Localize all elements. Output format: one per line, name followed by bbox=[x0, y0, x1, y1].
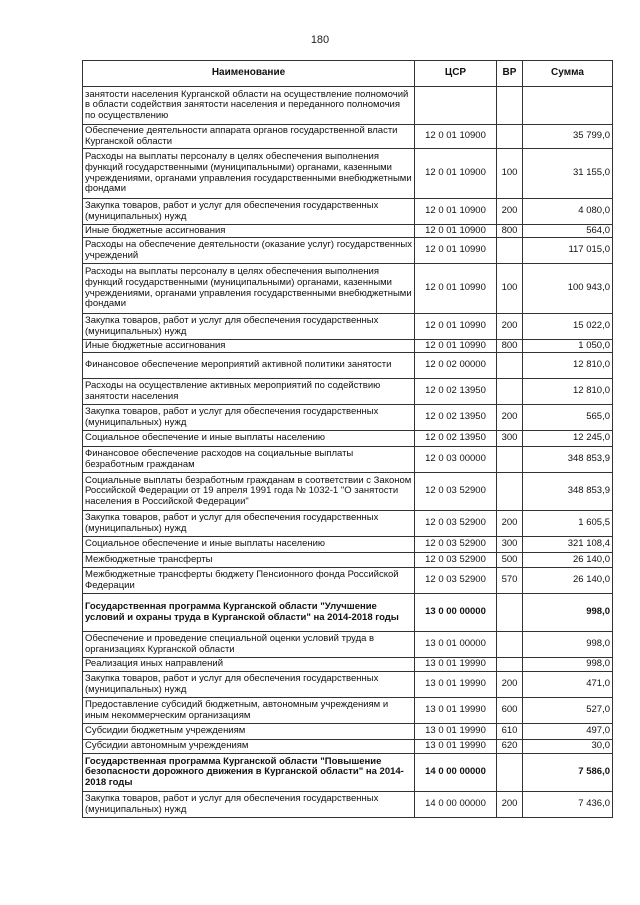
row-name-cell: Социальное обеспечение и иные выплаты населению bbox=[83, 537, 415, 553]
row-sum-cell: 321 108,4 bbox=[523, 537, 613, 553]
table-row bbox=[83, 405, 613, 431]
row-name-cell: Государственная программа Курганской области "Повышение безопасности дорожного движения в Курганской области" на 2014-2018 годы bbox=[83, 754, 415, 792]
row-vr-cell bbox=[497, 379, 523, 405]
row-sum-cell: 12 810,0 bbox=[523, 353, 613, 379]
table-row bbox=[83, 740, 613, 754]
row-sum-cell: 15 022,0 bbox=[523, 314, 613, 340]
row-vr-cell bbox=[497, 353, 523, 379]
row-name-cell: Реализация иных направлений bbox=[83, 658, 415, 672]
row-name-cell: Межбюджетные трансферты bbox=[83, 553, 415, 568]
table-row bbox=[83, 698, 613, 724]
row-sum-cell: 100 943,0 bbox=[523, 264, 613, 314]
row-vr-cell bbox=[497, 594, 523, 632]
row-csr-cell: 12 0 03 00000 bbox=[415, 447, 497, 473]
row-csr-cell: 13 0 00 00000 bbox=[415, 594, 497, 632]
row-sum-cell bbox=[523, 87, 613, 125]
row-sum-cell: 348 853,9 bbox=[523, 473, 613, 511]
row-vr-cell: 300 bbox=[497, 431, 523, 447]
row-name-cell: Субсидии бюджетным учреждениям bbox=[83, 724, 415, 740]
table-row bbox=[83, 473, 613, 511]
row-vr-cell: 600 bbox=[497, 698, 523, 724]
row-name-cell: Закупка товаров, работ и услуг для обеспечения государственных (муниципальных) нужд bbox=[83, 792, 415, 818]
row-csr-cell: 12 0 03 52900 bbox=[415, 511, 497, 537]
table-row bbox=[83, 199, 613, 225]
header-name: Наименование bbox=[83, 61, 415, 87]
row-sum-cell: 527,0 bbox=[523, 698, 613, 724]
table-row bbox=[83, 314, 613, 340]
row-sum-cell: 12 245,0 bbox=[523, 431, 613, 447]
row-sum-cell: 7 436,0 bbox=[523, 792, 613, 818]
row-vr-cell: 200 bbox=[497, 672, 523, 698]
table-row bbox=[83, 264, 613, 314]
row-name-cell: занятости населения Курганской области на осуществление полномочий в области содействия занятости населения и переданного полномочия по осуществлению bbox=[83, 87, 415, 125]
row-vr-cell: 200 bbox=[497, 792, 523, 818]
row-name-cell: Иные бюджетные ассигнования bbox=[83, 225, 415, 238]
table-header-row bbox=[83, 61, 613, 87]
row-csr-cell: 12 0 02 13950 bbox=[415, 431, 497, 447]
row-name-cell: Расходы на выплаты персоналу в целях обеспечения выполнения функций государственными (муниципальными) органами, казенными учреждениями, органами управления государственными внебюджетными фондами bbox=[83, 264, 415, 314]
row-csr-cell: 13 0 01 19990 bbox=[415, 698, 497, 724]
table-row bbox=[83, 537, 613, 553]
row-sum-cell: 12 810,0 bbox=[523, 379, 613, 405]
header-vr: ВР bbox=[497, 61, 523, 87]
row-vr-cell bbox=[497, 473, 523, 511]
row-vr-cell bbox=[497, 125, 523, 149]
row-name-cell: Закупка товаров, работ и услуг для обеспечения государственных (муниципальных) нужд bbox=[83, 511, 415, 537]
row-name-cell: Субсидии автономным учреждениям bbox=[83, 740, 415, 754]
row-csr-cell: 13 0 01 00000 bbox=[415, 632, 497, 658]
row-csr-cell: 12 0 01 10990 bbox=[415, 238, 497, 264]
table-row bbox=[83, 511, 613, 537]
table-row bbox=[83, 594, 613, 632]
row-sum-cell: 7 586,0 bbox=[523, 754, 613, 792]
table-row bbox=[83, 353, 613, 379]
row-vr-cell: 800 bbox=[497, 225, 523, 238]
row-name-cell: Предоставление субсидий бюджетным, автономным учреждениям и иным некоммерческим организациям bbox=[83, 698, 415, 724]
table-row bbox=[83, 632, 613, 658]
row-vr-cell: 100 bbox=[497, 149, 523, 199]
row-vr-cell: 200 bbox=[497, 199, 523, 225]
row-csr-cell: 14 0 00 00000 bbox=[415, 754, 497, 792]
row-vr-cell: 300 bbox=[497, 537, 523, 553]
table-row bbox=[83, 724, 613, 740]
row-name-cell: Расходы на выплаты персоналу в целях обеспечения выполнения функций государственными (муниципальными) органами, казенными учреждениями, органами управления государственными внебюджетными фондами bbox=[83, 149, 415, 199]
row-sum-cell: 497,0 bbox=[523, 724, 613, 740]
row-vr-cell: 800 bbox=[497, 340, 523, 353]
budget-table bbox=[82, 60, 613, 818]
row-csr-cell: 12 0 02 00000 bbox=[415, 353, 497, 379]
row-name-cell: Расходы на обеспечение деятельности (оказание услуг) государственных учреждений bbox=[83, 238, 415, 264]
row-csr-cell: 12 0 03 52900 bbox=[415, 553, 497, 568]
row-sum-cell: 1 605,5 bbox=[523, 511, 613, 537]
row-name-cell: Обеспечение и проведение специальной оценки условий труда в организациях Курганской области bbox=[83, 632, 415, 658]
row-csr-cell: 12 0 03 52900 bbox=[415, 473, 497, 511]
row-vr-cell bbox=[497, 87, 523, 125]
row-name-cell: Закупка товаров, работ и услуг для обеспечения государственных (муниципальных) нужд bbox=[83, 199, 415, 225]
page-number: 180 bbox=[310, 34, 330, 46]
row-csr-cell: 12 0 01 10900 bbox=[415, 125, 497, 149]
row-csr-cell: 14 0 00 00000 bbox=[415, 792, 497, 818]
row-sum-cell: 117 015,0 bbox=[523, 238, 613, 264]
row-csr-cell: 12 0 01 10900 bbox=[415, 225, 497, 238]
row-vr-cell: 570 bbox=[497, 568, 523, 594]
row-vr-cell bbox=[497, 632, 523, 658]
row-name-cell: Обеспечение деятельности аппарата органов государственной власти Курганской области bbox=[83, 125, 415, 149]
table-row bbox=[83, 87, 613, 125]
row-name-cell: Финансовое обеспечение мероприятий активной политики занятости bbox=[83, 353, 415, 379]
row-name-cell: Государственная программа Курганской области "Улучшение условий и охраны труда в Курганской области" на 2014-2018 годы bbox=[83, 594, 415, 632]
table-row bbox=[83, 379, 613, 405]
row-name-cell: Финансовое обеспечение расходов на социальные выплаты безработным гражданам bbox=[83, 447, 415, 473]
table-row bbox=[83, 792, 613, 818]
row-csr-cell: 12 0 03 52900 bbox=[415, 537, 497, 553]
row-name-cell: Закупка товаров, работ и услуг для обеспечения государственных (муниципальных) нужд bbox=[83, 314, 415, 340]
row-name-cell: Социальные выплаты безработным гражданам в соответствии с Законом Российской Федерации от 19 апреля 1991 года № 1032-1 "О занятости населения в Российской Федерации" bbox=[83, 473, 415, 511]
row-name-cell: Межбюджетные трансферты бюджету Пенсионного фонда Российской Федерации bbox=[83, 568, 415, 594]
row-csr-cell: 12 0 01 10990 bbox=[415, 340, 497, 353]
table-row bbox=[83, 672, 613, 698]
table-row bbox=[83, 553, 613, 568]
header-sum: Сумма bbox=[523, 61, 613, 87]
row-vr-cell bbox=[497, 754, 523, 792]
table-row bbox=[83, 447, 613, 473]
row-csr-cell bbox=[415, 87, 497, 125]
row-vr-cell: 500 bbox=[497, 553, 523, 568]
row-name-cell: Иные бюджетные ассигнования bbox=[83, 340, 415, 353]
table-row bbox=[83, 238, 613, 264]
row-sum-cell: 26 140,0 bbox=[523, 568, 613, 594]
row-csr-cell: 12 0 01 10900 bbox=[415, 199, 497, 225]
row-csr-cell: 13 0 01 19990 bbox=[415, 658, 497, 672]
row-vr-cell: 620 bbox=[497, 740, 523, 754]
table-row bbox=[83, 225, 613, 238]
row-csr-cell: 13 0 01 19990 bbox=[415, 740, 497, 754]
row-sum-cell: 564,0 bbox=[523, 225, 613, 238]
table-row bbox=[83, 568, 613, 594]
row-vr-cell bbox=[497, 658, 523, 672]
row-csr-cell: 13 0 01 19990 bbox=[415, 724, 497, 740]
row-sum-cell: 998,0 bbox=[523, 658, 613, 672]
row-csr-cell: 12 0 02 13950 bbox=[415, 405, 497, 431]
row-sum-cell: 471,0 bbox=[523, 672, 613, 698]
row-csr-cell: 12 0 03 52900 bbox=[415, 568, 497, 594]
row-vr-cell: 100 bbox=[497, 264, 523, 314]
row-sum-cell: 565,0 bbox=[523, 405, 613, 431]
table-row bbox=[83, 340, 613, 353]
table-row bbox=[83, 431, 613, 447]
row-name-cell: Закупка товаров, работ и услуг для обеспечения государственных (муниципальных) нужд bbox=[83, 672, 415, 698]
row-name-cell: Социальное обеспечение и иные выплаты населению bbox=[83, 431, 415, 447]
row-vr-cell: 610 bbox=[497, 724, 523, 740]
row-sum-cell: 31 155,0 bbox=[523, 149, 613, 199]
row-name-cell: Закупка товаров, работ и услуг для обеспечения государственных (муниципальных) нужд bbox=[83, 405, 415, 431]
row-sum-cell: 998,0 bbox=[523, 594, 613, 632]
row-vr-cell: 200 bbox=[497, 511, 523, 537]
row-sum-cell: 30,0 bbox=[523, 740, 613, 754]
row-vr-cell: 200 bbox=[497, 314, 523, 340]
row-csr-cell: 12 0 01 10900 bbox=[415, 149, 497, 199]
row-csr-cell: 12 0 01 10990 bbox=[415, 314, 497, 340]
row-csr-cell: 13 0 01 19990 bbox=[415, 672, 497, 698]
row-sum-cell: 348 853,9 bbox=[523, 447, 613, 473]
row-sum-cell: 1 050,0 bbox=[523, 340, 613, 353]
table-row bbox=[83, 125, 613, 149]
table-row bbox=[83, 754, 613, 792]
table-row bbox=[83, 658, 613, 672]
row-csr-cell: 12 0 01 10990 bbox=[415, 264, 497, 314]
row-vr-cell bbox=[497, 238, 523, 264]
header-csr: ЦСР bbox=[415, 61, 497, 87]
row-sum-cell: 35 799,0 bbox=[523, 125, 613, 149]
row-vr-cell: 200 bbox=[497, 405, 523, 431]
row-csr-cell: 12 0 02 13950 bbox=[415, 379, 497, 405]
row-sum-cell: 4 080,0 bbox=[523, 199, 613, 225]
row-sum-cell: 26 140,0 bbox=[523, 553, 613, 568]
row-name-cell: Расходы на осуществление активных мероприятий по содействию занятости населения bbox=[83, 379, 415, 405]
row-sum-cell: 998,0 bbox=[523, 632, 613, 658]
row-vr-cell bbox=[497, 447, 523, 473]
table-row bbox=[83, 149, 613, 199]
